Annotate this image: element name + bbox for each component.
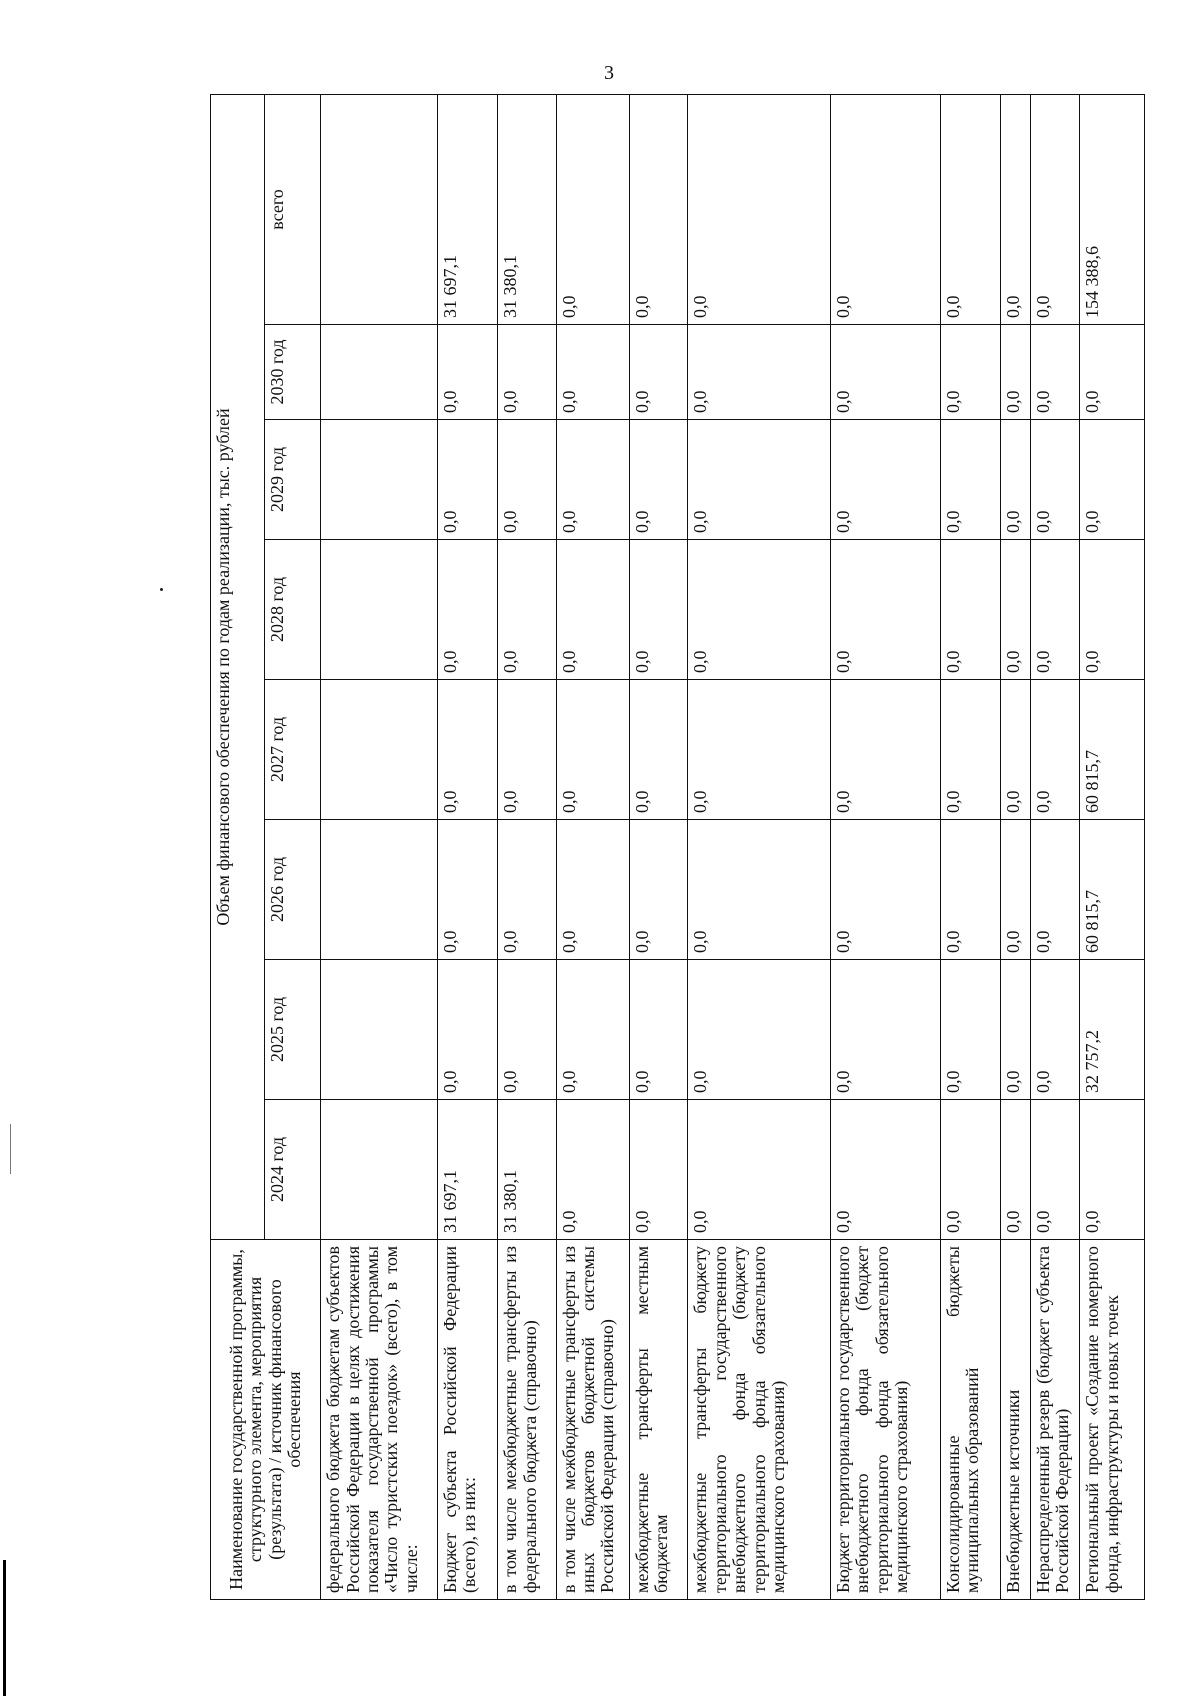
value-cell: 0,0 [830, 540, 940, 680]
value-cell: 0,0 [688, 420, 831, 540]
value-cell: 0,0 [556, 94, 629, 324]
value-cell: 0,0 [1080, 540, 1145, 680]
year-header-cell: всего [264, 94, 320, 324]
year-header-cell: 2027 год [264, 680, 320, 820]
value-cell: 0,0 [830, 1100, 940, 1240]
value-cell: 0,0 [940, 960, 1000, 1100]
value-cell: 0,0 [830, 820, 940, 960]
value-cell: 0,0 [629, 94, 687, 324]
value-cell: 31 380,1 [498, 94, 556, 324]
row-name-cell: Бюджет субъекта Российской Федерации (всего), из них: [437, 1240, 497, 1600]
value-cell: 60 815,7 [1080, 820, 1145, 960]
value-cell: 0,0 [498, 820, 556, 960]
page-number: 3 [604, 62, 614, 84]
value-cell: 0,0 [437, 960, 497, 1100]
value-cell: 0,0 [629, 325, 687, 420]
value-cell: 0,0 [498, 960, 556, 1100]
value-cell: 0,0 [940, 1100, 1000, 1240]
table-row [1080, 94, 1145, 1599]
financing-table [210, 94, 1145, 1600]
value-cell: 0,0 [1001, 680, 1030, 820]
value-cell: 0,0 [556, 540, 629, 680]
value-cell: 0,0 [629, 540, 687, 680]
value-cell: 0,0 [1001, 540, 1030, 680]
value-cell: 0,0 [940, 540, 1000, 680]
value-cell: 0,0 [629, 960, 687, 1100]
value-cell: 0,0 [498, 540, 556, 680]
header-name-cell: Наименование государственной программы, структурного элемента, мероприятия (результата) / источник финансового обеспечения [211, 1240, 321, 1600]
value-cell: 0,0 [437, 820, 497, 960]
value-cell: 0,0 [556, 820, 629, 960]
value-cell: 0,0 [629, 1100, 687, 1240]
value-cell: 0,0 [1030, 680, 1080, 820]
value-cell: 154 388,6 [1080, 94, 1145, 324]
row-name-cell: Бюджет территориального государственного внебюджетного фонда (бюджет территориального фонда обязательного медицинского страхования) [830, 1240, 940, 1600]
value-cell: 60 815,7 [1080, 680, 1145, 820]
value-cell: 0,0 [1030, 540, 1080, 680]
table-row [1001, 94, 1030, 1599]
value-cell: 0,0 [498, 325, 556, 420]
year-header-cell: 2028 год [264, 540, 320, 680]
row-name-cell: межбюджетные трансферты бюджету территориального государственного внебюджетного фонда (бюджету территориального фонда обязательного медицинского страхования) [688, 1240, 831, 1600]
table-row [940, 94, 1000, 1599]
value-cell: 0,0 [1001, 820, 1030, 960]
value-cell: 0,0 [688, 680, 831, 820]
value-cell [321, 1100, 438, 1240]
scan-dot [160, 588, 163, 591]
value-cell: 0,0 [1030, 420, 1080, 540]
row-name-cell: в том числе межбюджетные трансферты из федерального бюджета (справочно) [498, 1240, 556, 1600]
value-cell: 32 757,2 [1080, 960, 1145, 1100]
value-cell: 0,0 [830, 420, 940, 540]
value-cell: 0,0 [940, 94, 1000, 324]
value-cell: 0,0 [1080, 420, 1145, 540]
year-header-cell: 2030 год [264, 325, 320, 420]
table-row [688, 94, 831, 1599]
year-header-cell: 2029 год [264, 420, 320, 540]
value-cell: 0,0 [830, 325, 940, 420]
value-cell: 0,0 [830, 960, 940, 1100]
value-cell: 0,0 [498, 680, 556, 820]
value-cell: 0,0 [498, 420, 556, 540]
value-cell: 0,0 [1030, 820, 1080, 960]
year-header-cell: 2025 год [264, 960, 320, 1100]
scan-edge-mark [10, 1124, 11, 1174]
value-cell: 31 380,1 [498, 1100, 556, 1240]
value-cell: 0,0 [688, 1100, 831, 1240]
table-row [321, 94, 438, 1599]
value-cell: 0,0 [556, 325, 629, 420]
value-cell: 0,0 [1001, 325, 1030, 420]
value-cell: 0,0 [688, 820, 831, 960]
row-name-cell: межбюджетные трансферты местным бюджетам [629, 1240, 687, 1600]
value-cell: 0,0 [1001, 960, 1030, 1100]
row-name-cell: Внебюджетные источники [1001, 1240, 1030, 1600]
value-cell: 0,0 [688, 960, 831, 1100]
value-cell: 0,0 [1001, 1100, 1030, 1240]
value-cell: 0,0 [1030, 1100, 1080, 1240]
row-name-cell: федерального бюджета бюджетам субъектов Российской Федерации в целях достижения показателя государственной программы «Число туристских поездок» (всего), в том числе: [321, 1240, 438, 1600]
scan-edge-mark [3, 1560, 6, 1696]
value-cell [321, 820, 438, 960]
value-cell: 0,0 [1080, 325, 1145, 420]
row-name-cell: Консолидированные бюджеты муниципальных образований [940, 1240, 1000, 1600]
table-row [556, 94, 629, 1599]
value-cell: 0,0 [629, 420, 687, 540]
value-cell: 0,0 [1080, 1100, 1145, 1240]
value-cell: 0,0 [940, 420, 1000, 540]
value-cell: 0,0 [830, 94, 940, 324]
value-cell: 0,0 [940, 325, 1000, 420]
value-cell: 0,0 [1030, 325, 1080, 420]
value-cell: 0,0 [688, 325, 831, 420]
row-name-cell: Региональный проект «Создание номерного фонда, инфраструктуры и новых точек [1080, 1240, 1145, 1600]
row-name-cell: в том числе межбюджетные трансферты из иных бюджетов бюджетной системы Российской Федерации (справочно) [556, 1240, 629, 1600]
value-cell: 0,0 [830, 680, 940, 820]
value-cell: 0,0 [688, 540, 831, 680]
value-cell: 31 697,1 [437, 94, 497, 324]
value-cell: 31 697,1 [437, 1100, 497, 1240]
value-cell [321, 325, 438, 420]
table-row [498, 94, 556, 1599]
value-cell: 0,0 [556, 1100, 629, 1240]
header-volume-cell: Объем финансового обеспечения по годам реализации, тыс. рублей [211, 94, 265, 1239]
value-cell: 0,0 [556, 960, 629, 1100]
value-cell [321, 960, 438, 1100]
table-row [830, 94, 940, 1599]
value-cell [321, 420, 438, 540]
table-row [1030, 94, 1080, 1599]
year-header-cell: 2024 год [264, 1100, 320, 1240]
value-cell: 0,0 [1001, 94, 1030, 324]
value-cell: 0,0 [629, 680, 687, 820]
table-row [437, 94, 497, 1599]
value-cell: 0,0 [629, 820, 687, 960]
value-cell: 0,0 [940, 680, 1000, 820]
value-cell [321, 94, 438, 324]
year-header-cell: 2026 год [264, 820, 320, 960]
value-cell [321, 680, 438, 820]
value-cell: 0,0 [1030, 94, 1080, 324]
value-cell: 0,0 [688, 94, 831, 324]
value-cell: 0,0 [437, 680, 497, 820]
value-cell: 0,0 [1001, 420, 1030, 540]
value-cell: 0,0 [437, 540, 497, 680]
row-name-cell: Нераспределенный резерв (бюджет субъекта Российской Федерации) [1030, 1240, 1080, 1600]
value-cell: 0,0 [437, 420, 497, 540]
value-cell: 0,0 [556, 680, 629, 820]
table-row [629, 94, 687, 1599]
value-cell: 0,0 [1030, 960, 1080, 1100]
value-cell [321, 540, 438, 680]
value-cell: 0,0 [940, 820, 1000, 960]
value-cell: 0,0 [437, 325, 497, 420]
rotated-table-container [210, 95, 1145, 1600]
value-cell: 0,0 [556, 420, 629, 540]
